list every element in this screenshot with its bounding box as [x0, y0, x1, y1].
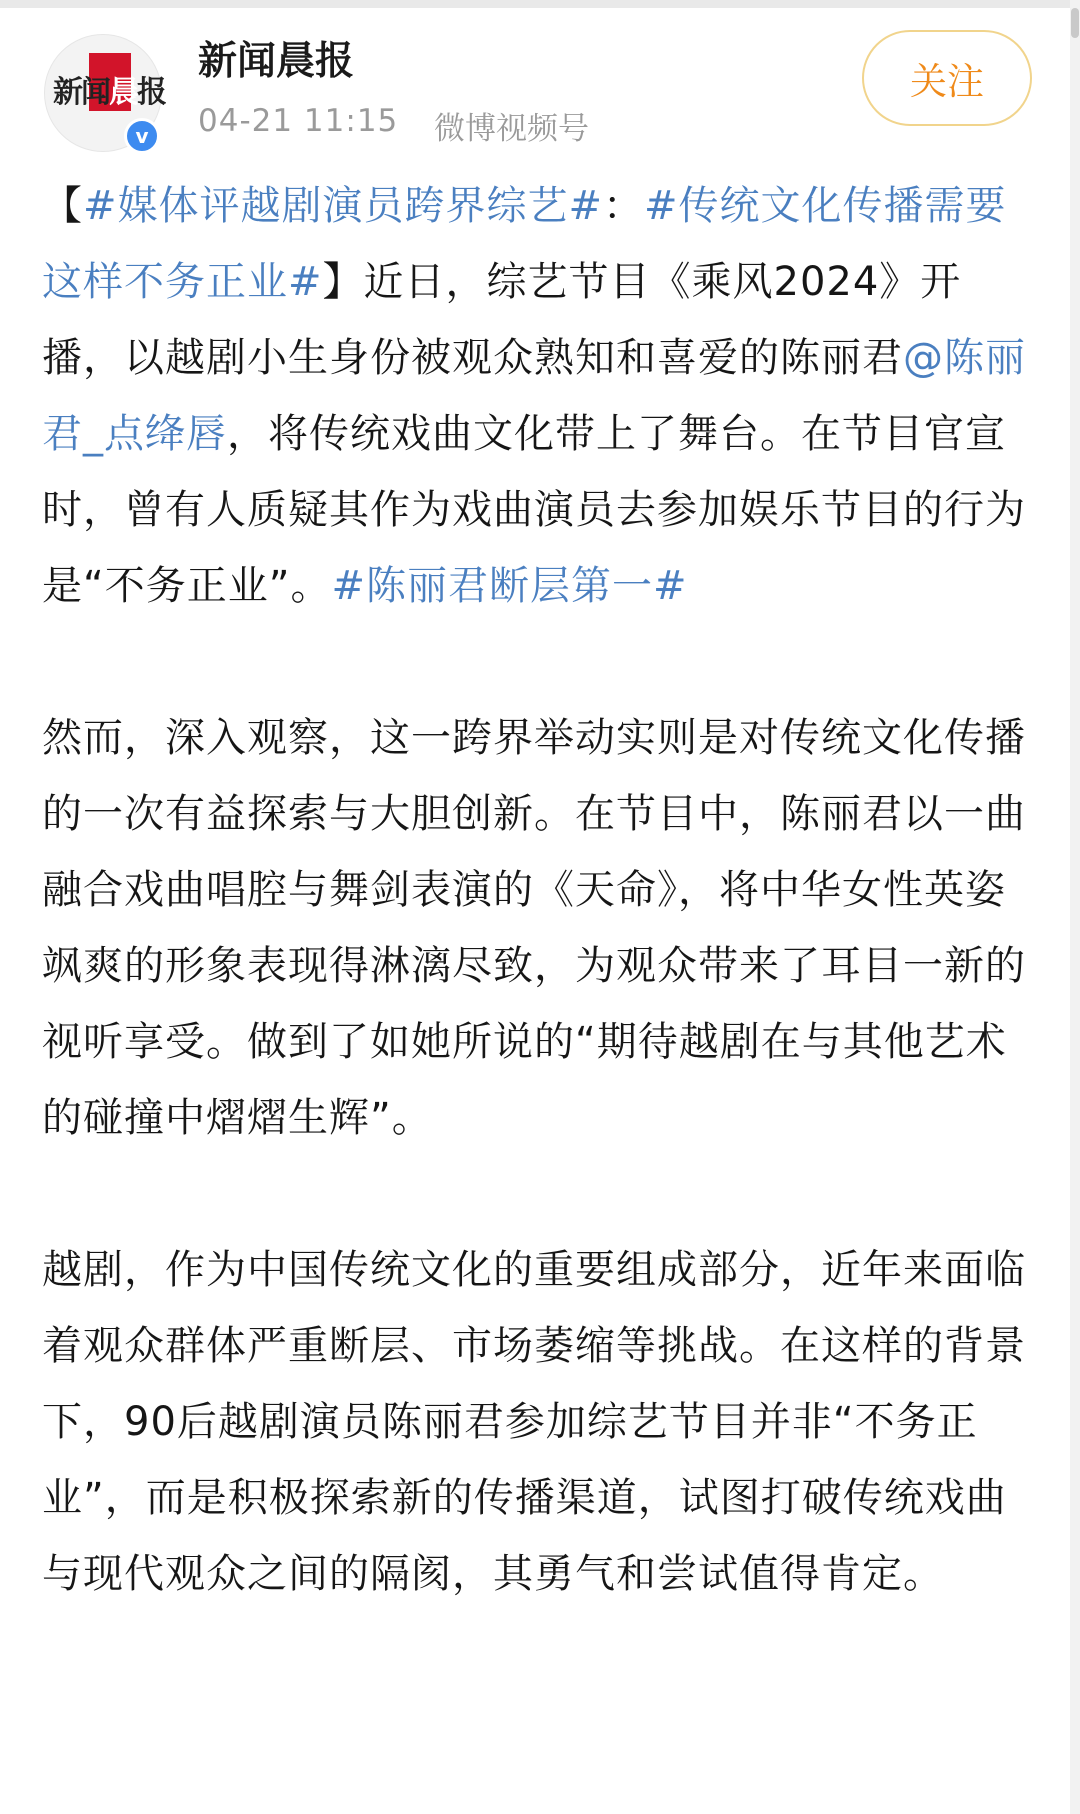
scrollbar[interactable]: [1070, 0, 1080, 1814]
paragraph-3: 越剧，作为中国传统文化的重要组成部分，近年来面临着观众群体严重断层、市场萎缩等挑战。在这样的背景下，90后越剧演员陈丽君参加综艺节目并非“不务正业”，而是积极探索新的传播渠道，试图打破传统戏曲与现代观众之间的隔阂，其勇气和尝试值得肯定。: [42, 1247, 1026, 1597]
post-header: [0, 10, 1080, 150]
verified-icon: v: [124, 118, 160, 154]
paragraph-1-text-b: ，将传统戏曲文化带上了舞台。在节目官宣时，曾有人质疑其作为戏曲演员去参加娱乐节目的行为是“不务正业”。: [42, 411, 1026, 609]
topic-link-traditional-culture[interactable]: #传统文化传播需要这样不务正业#: [42, 183, 1007, 305]
post-body: [42, 168, 1042, 1612]
mention-link[interactable]: @陈丽君_点绛唇: [42, 335, 1026, 457]
paragraph-2: 然而，深入观察，这一跨界举动实则是对传统文化传播的一次有益探索与大胆创新。在节目中，陈丽君以一曲融合戏曲唱腔与舞剑表演的《天命》，将中华女性英姿飒爽的形象表现得淋漓尽致，为观众带来了耳目一新的视听享受。做到了如她所说的“期待越剧在与其他艺术的碰撞中熠熠生辉”。: [42, 715, 1026, 1141]
top-edge: [0, 0, 1080, 8]
post-time: 04-21 11:15: [198, 103, 399, 139]
account-name[interactable]: 新闻晨报: [198, 39, 355, 84]
paragraph-1-text-a: 】近日，综艺节目《乘风2024》开播，以越剧小生身份被观众熟知和喜爱的陈丽君: [42, 259, 962, 381]
colon: ：: [603, 183, 645, 229]
topic-link-chen-lijun[interactable]: #陈丽君断层第一#: [331, 563, 688, 609]
paragraph-1: [42, 168, 1042, 624]
topic-link-media-review[interactable]: #媒体评越剧演员跨界综艺#: [83, 183, 604, 229]
post-source[interactable]: 微博视频号: [434, 111, 589, 147]
follow-button[interactable]: 关注: [862, 30, 1032, 126]
bracket-open: 【: [42, 183, 83, 229]
logo-image: 新闻晨报: [53, 75, 165, 110]
